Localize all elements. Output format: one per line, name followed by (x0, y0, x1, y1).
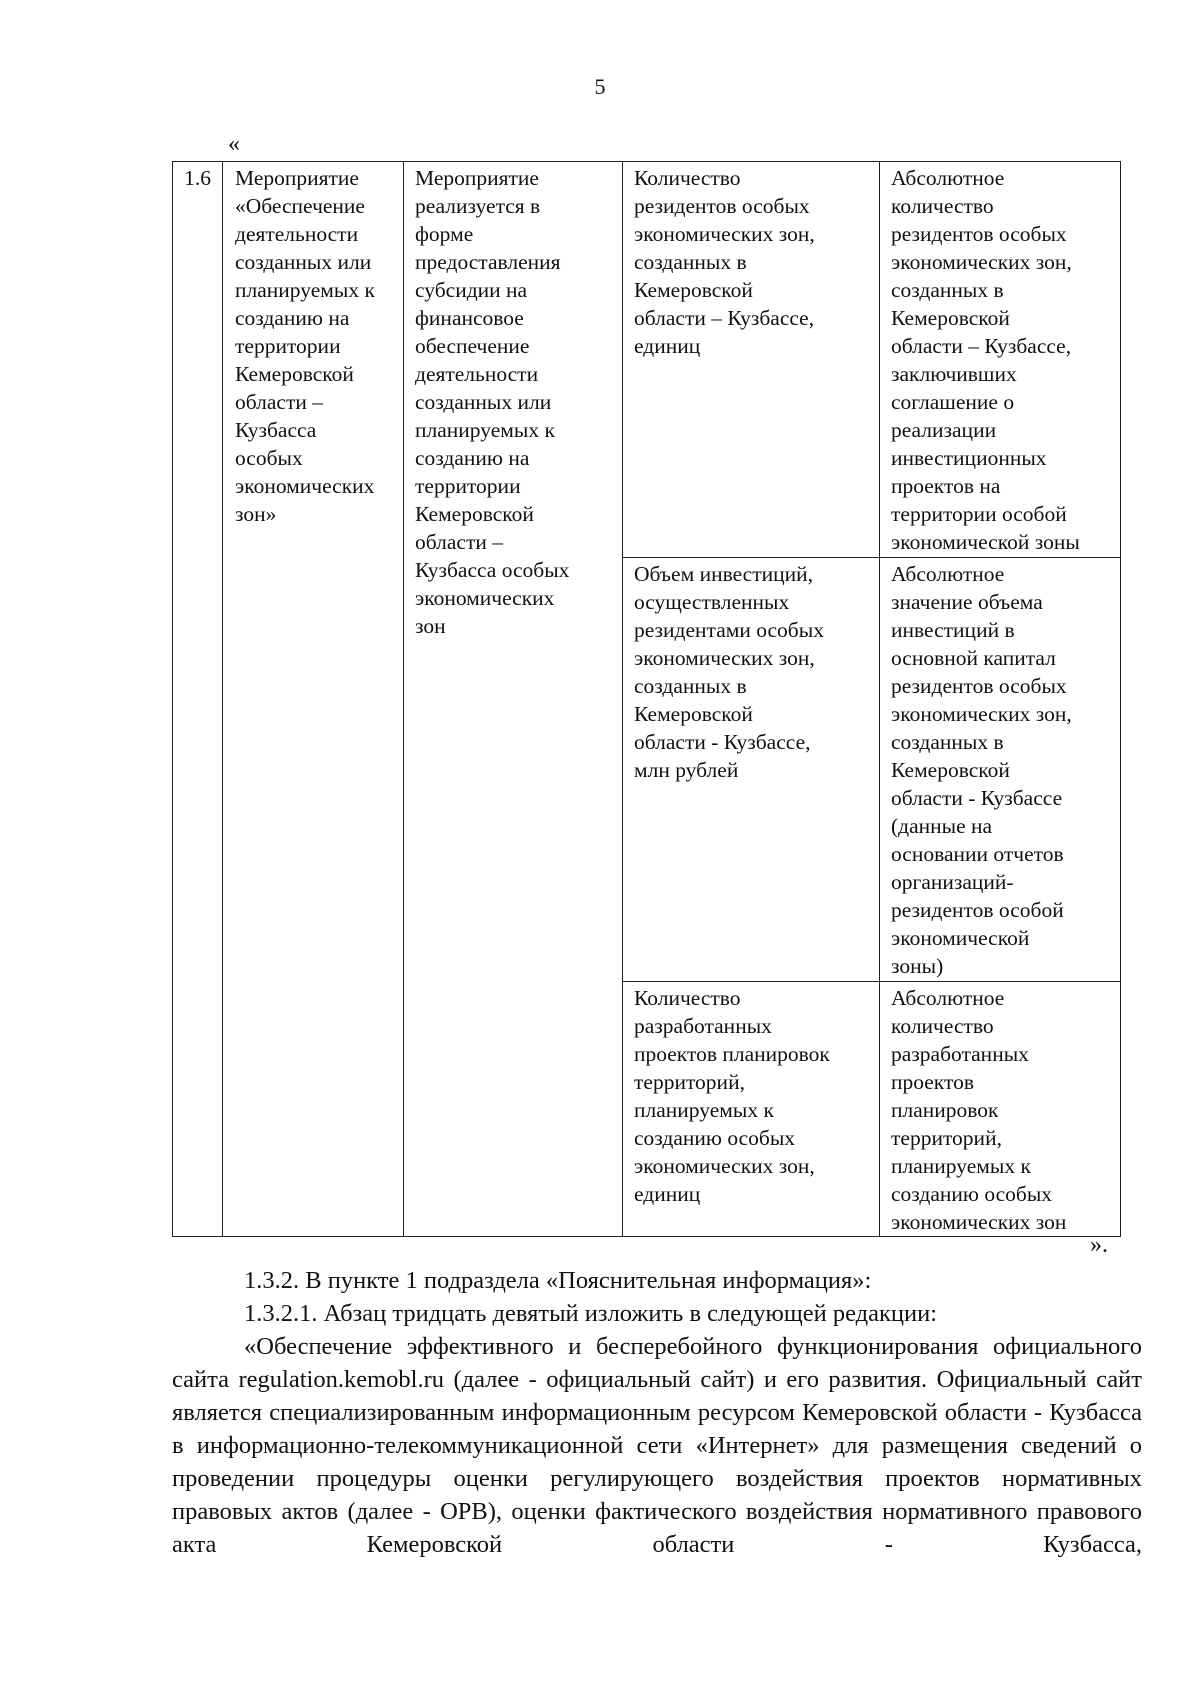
method-text: Абсолютное количество разработанных проектов планировок территорий, планируемых к созданию особых экономических зон (891, 986, 1067, 1234)
table-closing-quote: ». (1090, 1232, 1108, 1258)
event-description: Мероприятие реализуется в форме предоставления субсидии на финансовое обеспечение деятельности созданных или планируемых к созданию на территории Кемеровской области – Кузбасса особых экономических зон (415, 166, 570, 638)
event-description-cell (404, 162, 623, 1237)
indicator-text: Количество разработанных проектов планировок территорий, планируемых к созданию особых экономических зон, единиц (634, 986, 830, 1206)
page-number: 5 (594, 74, 606, 99)
indicator-cell (623, 982, 880, 1237)
indicator-cell (623, 162, 880, 558)
method-text: Абсолютное количество резидентов особых экономических зон, созданных в Кемеровской области – Кузбассе, заключивших соглашение о реализации инвестиционных проектов на территории особой экономической зоны (891, 166, 1080, 554)
method-cell (880, 982, 1121, 1237)
paragraph-item-1-3-2-1: 1.3.2.1. Абзац тридцать девятый изложить в следующей редакции: (244, 1300, 937, 1327)
indicator-text: Количество резидентов особых экономических зон, созданных в Кемеровской области – Кузбассе, единиц (634, 166, 815, 358)
activity-table (172, 161, 1121, 1237)
row-number-cell (173, 162, 223, 1237)
event-name-cell (223, 162, 404, 1237)
method-cell (880, 558, 1121, 982)
table-opening-quote: « (228, 131, 240, 157)
indicator-cell (623, 558, 880, 982)
method-text: Абсолютное значение объема инвестиций в основной капитал резидентов особых экономических зон, созданных в Кемеровской области - Кузбассе (данные на основании отчетов организаций- резидентов особой экономической зоны) (891, 562, 1072, 978)
event-name: Мероприятие «Обеспечение деятельности созданных или планируемых к созданию на территории Кемеровской области – Кузбасса особых экономических зон» (235, 166, 375, 526)
method-cell (880, 162, 1121, 558)
paragraph-item-1-3-2: 1.3.2. В пункте 1 подраздела «Пояснительная информация»: (244, 1267, 872, 1294)
indicator-text: Объем инвестиций, осуществленных резидентами особых экономических зон, созданных в Кемеровской области - Кузбассе, млн рублей (634, 562, 824, 782)
table-row (173, 162, 1121, 558)
paragraph-body-text: «Обеспечение эффективного и бесперебойного функционирования официального сайта regulation.kemobl.ru (далее - официальный сайт) и его развития. Официальный сайт является специализированным информационным ресурсом Кемеровской области - Кузбасса в информационно-телекоммуникационной сети «Интернет» для размещения сведений о проведении процедуры оценки регулирующего воздействия проектов нормативных правовых актов (далее - ОРВ), оценки фактического воздействия нормативного правового акта Кемеровской области - Кузбасса, (172, 1333, 1142, 1558)
row-number: 1.6 (184, 166, 211, 190)
